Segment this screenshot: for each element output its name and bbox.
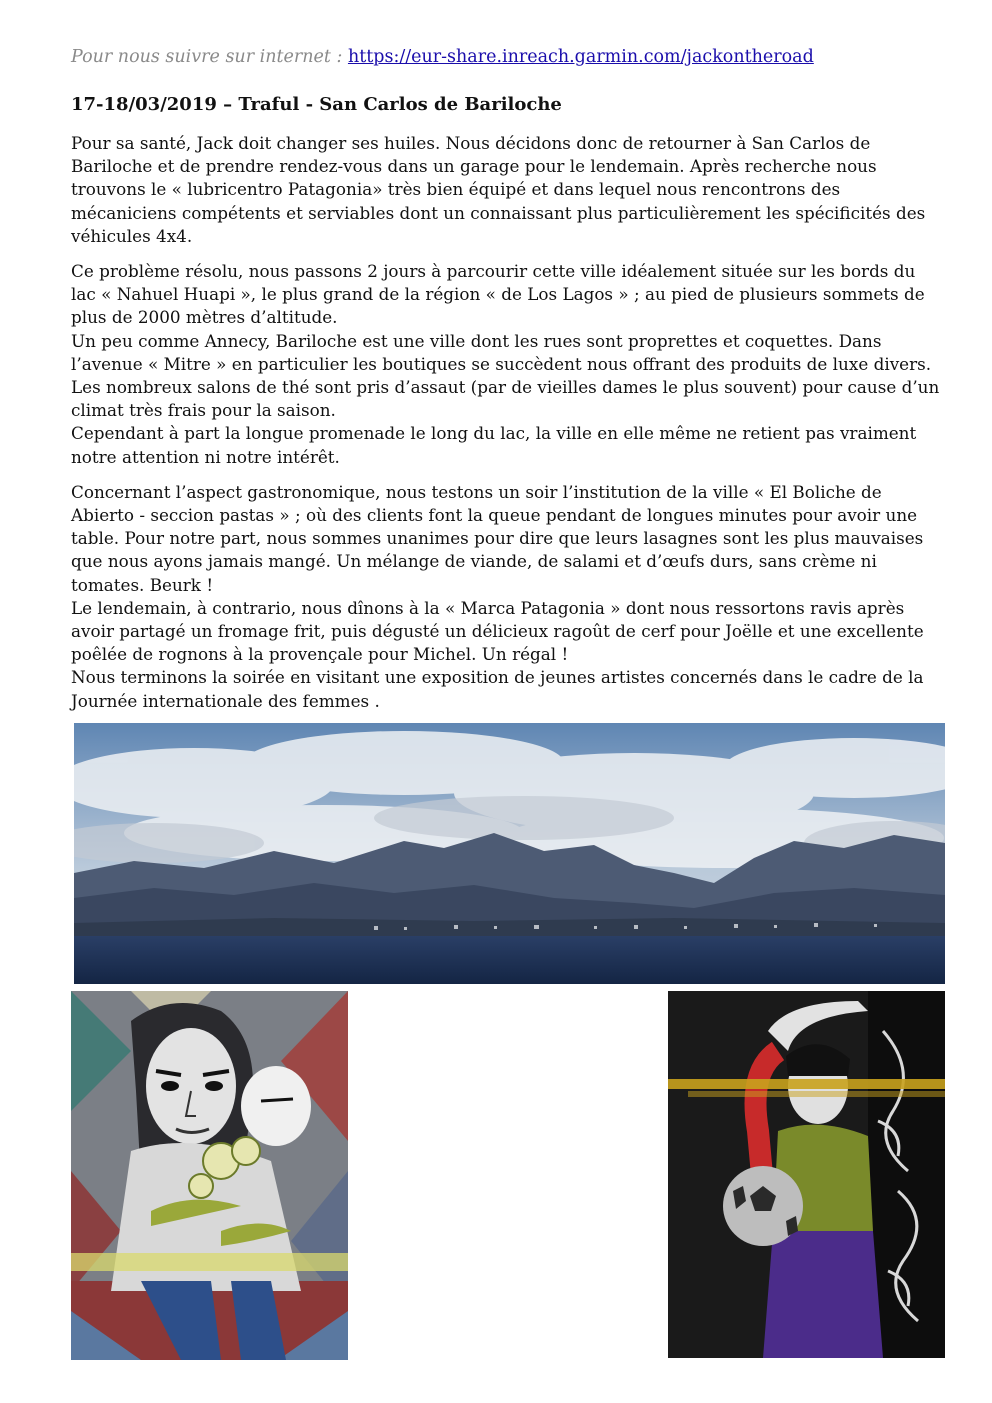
paragraph-gastronomy: [71, 481, 945, 713]
paragraph-city-visit: [71, 260, 945, 469]
paragraph-lasagne: Concernant l’aspect gastronomique, nous testons un soir l’institution de la ville « El Boliche de Abierto - seccion pastas » ; où des clients font la queue pendant de longues minutes pour avoir une table. Pour notre part, nous sommes unanimes pour dire que leurs lasagnes sont les plus mauvaises que nous ayons jamais mangé. Un mélange de viande, de salami et d’œufs durs, sans crème ni tomates. Beurk !: [71, 481, 924, 595]
paragraph-oil-change: Pour sa santé, Jack doit changer ses huiles. Nous décidons donc de retourner à San Carlos de Bariloche et de prendre rendez-vous dans un garage pour le lendemain. Après recherche nous trouvons le « lubricentro Patagonia» très bien équipé et dans lequel nous rencontrons des mécaniciens compétents et serviables dont un connaissant plus particulièrement les spécificités des véhicules 4x4.: [71, 133, 926, 246]
paragraph-shops: Un peu comme Annecy, Bariloche est une ville dont les rues sont proprettes et coquettes. Dans l’avenue « Mitre » en particulier les boutiques se succèdent nous offrant des produits de luxe divers. Les nombreux salons de thé sont pris d’assaut (par de vieilles dames le plus souvent) pour cause d’un climat très frais pour la saison.: [71, 330, 940, 421]
follow-label: Pour nous suivre sur internet :: [71, 47, 348, 67]
entry-title: 17-18/03/2019 – Traful - San Carlos de Bariloche: [71, 94, 562, 115]
paragraph-dinner: Le lendemain, à contrario, nous dînons à la « Marca Patagonia » dont nous ressortons ravis après avoir partagé un fromage frit, puis dégusté un délicieux ragoût de cerf pour Joëlle et une excellente poêlée de rognons à la provençale pour Michel. Un régal !: [71, 597, 924, 665]
follow-line: [71, 47, 814, 67]
tracking-link[interactable]: https://eur-share.inreach.garmin.com/jackontheroad: [347, 47, 814, 67]
paragraph-attention: Cependant à part la longue promenade le long du lac, la ville en elle même ne retient pas vraiment notre attention ni notre intérêt.: [71, 423, 917, 467]
painting-woman-flowers: [71, 991, 348, 1360]
entry-body: [71, 132, 945, 725]
paragraph-exhibition: Nous terminons la soirée en visitant une exposition de jeunes artistes concernés dans le cadre de la Journée internationale des femmes .: [71, 667, 924, 711]
paragraph-lake: Ce problème résolu, nous passons 2 jours à parcourir cette ville idéalement située sur les bords du lac « Nahuel Huapi », le plus grand de la région « de Los Lagos » ; au pied de plusieurs sommets de plus de 2000 mètres d’altitude.: [71, 261, 925, 328]
painting-girl-football: [668, 991, 945, 1358]
lake-landscape-photo: [74, 723, 945, 984]
